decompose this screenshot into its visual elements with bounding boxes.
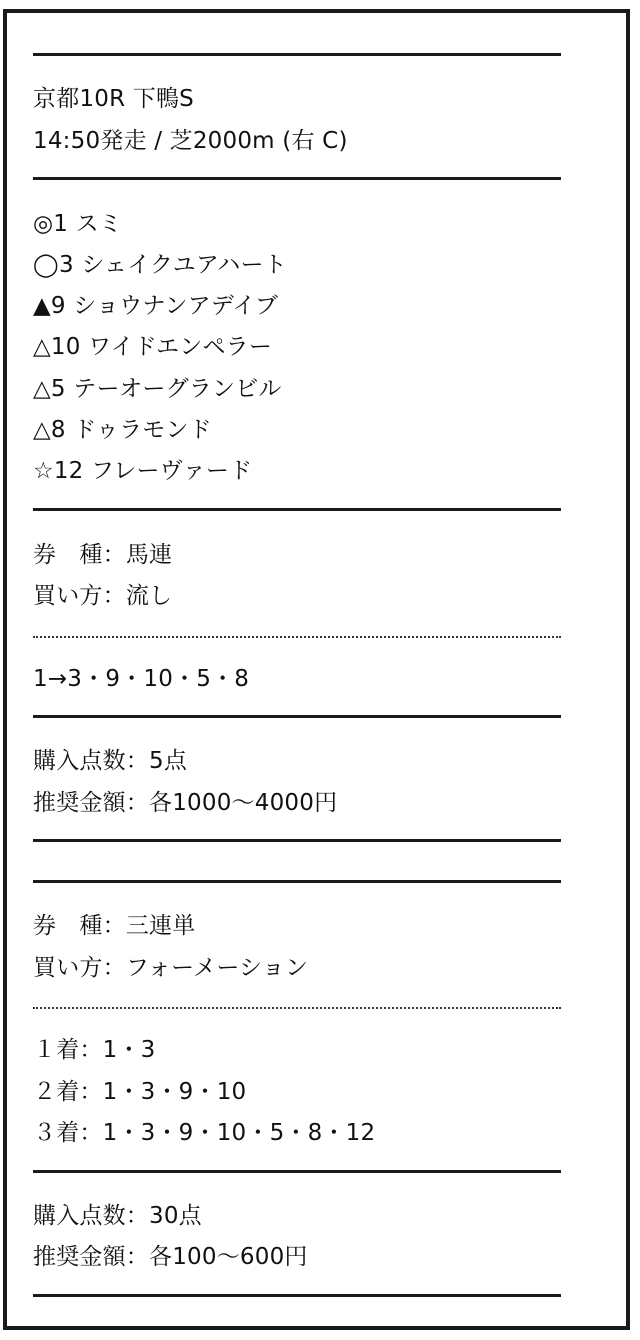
bet2-method	[33, 953, 308, 983]
bet1-type	[33, 540, 172, 570]
pick-horse-name: ショウナンアデイブ	[73, 293, 279, 319]
pick-row	[33, 456, 252, 486]
race-info: 14:50発走 / 芝2000m (右 C)	[33, 128, 348, 154]
pick-mark: ▲	[33, 293, 51, 319]
amount-label: 推奨金額：	[33, 790, 149, 816]
pick-number: 3	[58, 252, 74, 278]
pick-mark: △	[33, 417, 51, 443]
bet2-amount	[33, 1242, 308, 1272]
bet2-second-place: ２着：1・3・9・10	[33, 1079, 247, 1105]
bet2-points	[33, 1201, 202, 1231]
bet1-points	[33, 746, 187, 776]
divider	[33, 1294, 561, 1297]
bet-method-value: 流し	[125, 583, 173, 609]
dotted-divider	[33, 1007, 561, 1009]
bet-type-value: 三連単	[125, 913, 196, 939]
divider	[33, 177, 561, 180]
pick-horse-name: テーオーグランビル	[73, 376, 282, 402]
pick-row	[33, 291, 278, 321]
divider	[33, 53, 561, 56]
pick-mark: ◎	[33, 211, 54, 237]
bet2-third-place: ３着：1・3・9・10・5・8・12	[33, 1120, 376, 1146]
divider	[33, 508, 561, 511]
bet1-combination: 1→3・9・10・5・8	[33, 666, 250, 692]
pick-number: 12	[53, 458, 84, 484]
race-title: 京都10R 下鴨S	[33, 86, 194, 112]
points-label: 購入点数：	[33, 1203, 149, 1229]
pick-row	[33, 332, 272, 362]
pick-mark: △	[33, 376, 51, 402]
dotted-divider	[33, 636, 561, 638]
amount-value: 各1000〜4000円	[149, 790, 338, 816]
divider	[33, 839, 561, 842]
pick-horse-name: ワイドエンペラー	[88, 334, 273, 360]
pick-horse-name: スミ	[75, 211, 123, 237]
pick-number: 1	[53, 211, 69, 237]
bet2-type	[33, 911, 195, 941]
pick-mark: △	[33, 334, 51, 360]
divider	[33, 1170, 561, 1173]
bet-method-value: フォーメーション	[125, 955, 309, 981]
pick-horse-name: フレーヴァード	[91, 458, 253, 484]
amount-value: 各100〜600円	[149, 1244, 308, 1270]
bet1-method	[33, 581, 172, 611]
bet2-first-place: １着：1・3	[33, 1037, 156, 1063]
document-frame	[3, 9, 630, 1330]
bet-method-label: 買い方：	[33, 955, 126, 981]
bet1-amount	[33, 788, 337, 818]
divider	[33, 880, 561, 883]
pick-mark: ◯	[33, 252, 59, 278]
pick-number: 5	[50, 376, 66, 402]
pick-number: 9	[50, 293, 66, 319]
amount-label: 推奨金額：	[33, 1244, 149, 1270]
bet-type-label: 券 種：	[33, 913, 126, 939]
bet-type-label: 券 種：	[33, 542, 126, 568]
pick-row	[33, 415, 212, 445]
pick-row	[33, 209, 122, 239]
divider	[33, 715, 561, 718]
pick-mark: ☆	[33, 458, 54, 484]
pick-number: 10	[50, 334, 81, 360]
pick-row	[33, 250, 287, 280]
bet-method-label: 買い方：	[33, 583, 126, 609]
points-value: 30点	[149, 1203, 202, 1229]
bet-type-value: 馬連	[125, 542, 173, 568]
pick-row	[33, 374, 282, 404]
pick-horse-name: ドゥラモンド	[73, 417, 212, 443]
points-label: 購入点数：	[33, 748, 149, 774]
pick-number: 8	[50, 417, 66, 443]
pick-horse-name: シェイクユアハート	[81, 252, 287, 278]
points-value: 5点	[149, 748, 188, 774]
